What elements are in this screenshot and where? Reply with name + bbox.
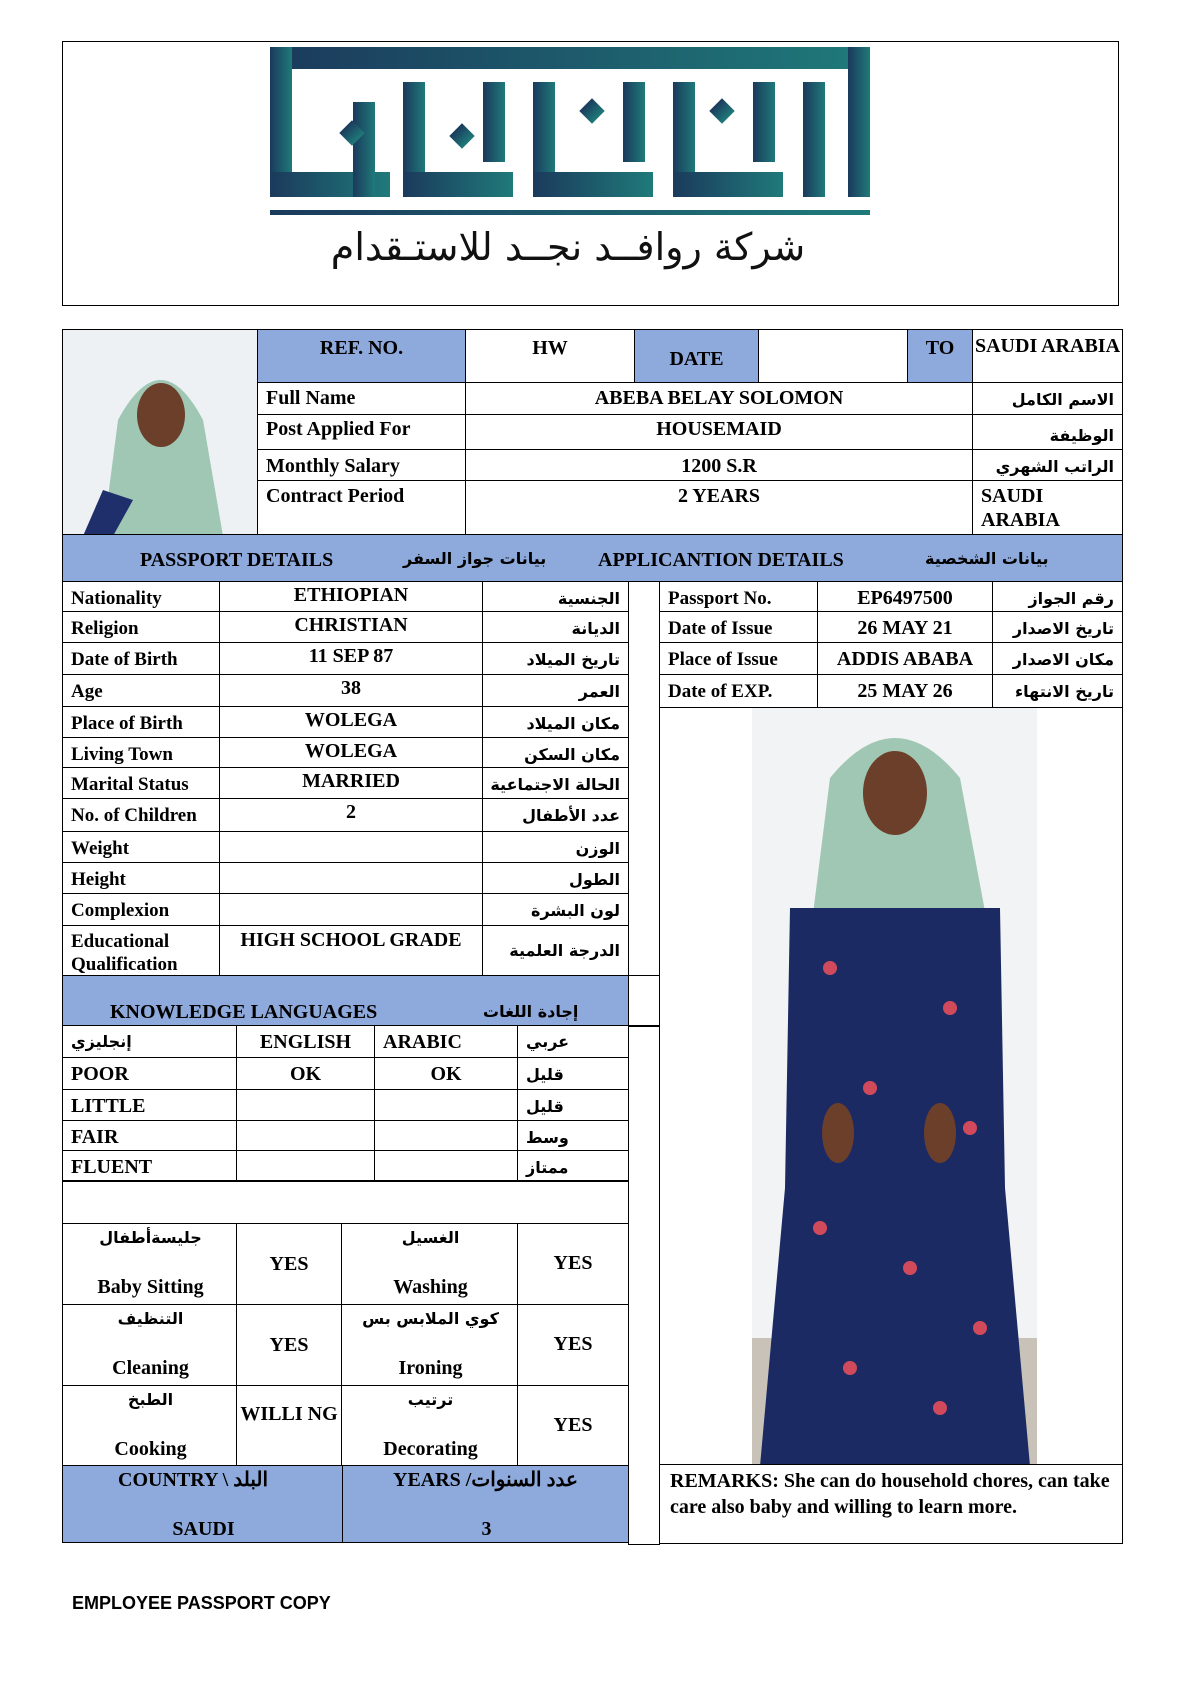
skill2-en-0: Washing — [393, 1276, 468, 1298]
date-value — [758, 329, 908, 383]
ref-no-value: HW — [465, 329, 635, 383]
personal-ar-5: مكان السكن — [482, 737, 629, 768]
skill2-en-2: Decorating — [383, 1438, 478, 1460]
passport-ar-0: رقم الجواز — [992, 581, 1123, 612]
years-value: 3 — [481, 1518, 492, 1540]
personal-ar-3: العمر — [482, 674, 629, 707]
personal-value-1: CHRISTIAN — [219, 611, 483, 643]
remarks-box — [659, 1464, 1123, 1544]
personal-label-3: Age — [62, 674, 220, 707]
post-label: Post Applied For — [257, 414, 466, 450]
personal-value-9 — [219, 862, 483, 894]
personal-ar-10: لون البشرة — [482, 893, 629, 926]
details-section-header — [62, 534, 1123, 582]
personal-label-9: Height — [62, 862, 220, 894]
skill-cell-1 — [62, 1304, 237, 1386]
skill2-cell-2 — [341, 1385, 518, 1467]
languages-header — [62, 975, 629, 1026]
footer-caption: EMPLOYEE PASSPORT COPY — [72, 1593, 331, 1613]
skill2-en-1: Ironing — [398, 1357, 463, 1379]
languages-title-ar: إجادة اللغات — [483, 1002, 579, 1021]
headshot-image — [63, 330, 258, 535]
languages-side-spacer — [628, 975, 660, 1026]
skill-cell-0 — [62, 1223, 237, 1305]
to-value: SAUDI ARABIA — [972, 329, 1123, 383]
salary-ar: الراتب الشهري — [972, 449, 1123, 481]
personal-value-5: WOLEGA — [219, 737, 483, 768]
passport-label-0: Passport No. — [659, 581, 818, 612]
personal-value-10 — [219, 893, 483, 926]
skill-ar-2: الطبخ — [127, 1390, 174, 1409]
skill-en-0: Baby Sitting — [97, 1276, 204, 1298]
experience-country-cell — [62, 1465, 343, 1543]
skill-value-0: YES — [236, 1223, 342, 1305]
passport-ar-1: تاريخ الاصدار — [992, 611, 1123, 643]
skills-side-spacer — [628, 1026, 660, 1545]
full-body-image — [660, 708, 1123, 1465]
lang-english-2 — [236, 1120, 375, 1151]
personal-value-3: 38 — [219, 674, 483, 707]
country-label: COUNTRY \ البلد — [118, 1469, 269, 1491]
lang-arabic-3 — [374, 1150, 518, 1182]
skill2-cell-0 — [341, 1223, 518, 1305]
personal-value-2: 11 SEP 87 — [219, 642, 483, 675]
passport-ar-2: مكان الاصدار — [992, 642, 1123, 675]
personal-value-6: MARRIED — [219, 767, 483, 799]
personal-ar-1: الديانة — [482, 611, 629, 643]
passport-value-3: 25 MAY 26 — [817, 674, 993, 708]
personal-label-8: Weight — [62, 831, 220, 863]
skill-ar-0: جليسةأطفال — [99, 1228, 202, 1247]
country-value: SAUDI — [172, 1518, 235, 1540]
lang-english-1 — [236, 1089, 375, 1121]
date-label: DATE — [634, 329, 759, 383]
passport-details-title-ar: بيانات جواز السفر — [403, 549, 547, 568]
contract-label: Contract Period — [257, 480, 466, 535]
lang-head-english: ENGLISH — [236, 1025, 375, 1058]
lang-ar-2: وسط — [517, 1120, 629, 1151]
lang-arabic-2 — [374, 1120, 518, 1151]
logo-box — [62, 41, 1119, 306]
skill-ar-1: التنظيف — [117, 1309, 184, 1328]
personal-ar-9: الطول — [482, 862, 629, 894]
skill2-value-2: YES — [517, 1385, 629, 1467]
salary-value: 1200 S.R — [465, 449, 973, 481]
skill2-ar-1: كوي الملابس بس — [362, 1309, 499, 1328]
personal-ar-4: مكان الميلاد — [482, 706, 629, 738]
passport-value-1: 26 MAY 21 — [817, 611, 993, 643]
personal-ar-11: الدرجة العلمية — [482, 925, 629, 976]
skill-en-1: Cleaning — [112, 1357, 189, 1379]
application-details-title: APPLICANTION DETAILS — [598, 549, 844, 571]
personal-ar-7: عدد الأطفال — [482, 798, 629, 832]
personal-label-5: Living Town — [62, 737, 220, 768]
personal-ar-2: تاريخ الميلاد — [482, 642, 629, 675]
personal-label-11: Educational Qualification — [62, 925, 220, 976]
skill2-value-1: YES — [517, 1304, 629, 1386]
contract-value: 2 YEARS — [465, 480, 973, 535]
passport-ar-3: تاريخ الانتهاء — [992, 674, 1123, 708]
post-value: HOUSEMAID — [465, 414, 973, 450]
passport-label-3: Date of EXP. — [659, 674, 818, 708]
lang-level-0: POOR — [62, 1057, 237, 1090]
lang-ar-3: ممتاز — [517, 1150, 629, 1182]
skill2-cell-1 — [341, 1304, 518, 1386]
lang-arabic-1 — [374, 1089, 518, 1121]
personal-label-1: Religion — [62, 611, 220, 643]
company-name-arabic: شركة روافــد نجــد للاستـقدام — [330, 225, 806, 269]
full-name-ar: الاسم الكامل — [972, 382, 1123, 415]
lang-ar-0: قليل — [517, 1057, 629, 1090]
remarks-text: REMARKS: She can do household chores, can take care also baby and willing to learn more. — [670, 1470, 1110, 1518]
personal-label-10: Complexion — [62, 893, 220, 926]
personal-ar-8: الوزن — [482, 831, 629, 863]
personal-ar-6: الحالة الاجتماعية — [482, 767, 629, 799]
lang-head-arabic: ARABIC — [374, 1025, 518, 1058]
personal-ar-0: الجنسية — [482, 581, 629, 612]
skill-en-2: Cooking — [114, 1438, 187, 1460]
lang-level-3: FLUENT — [62, 1150, 237, 1182]
passport-label-1: Date of Issue — [659, 611, 818, 643]
contract-country: SAUDI ARABIA — [972, 480, 1123, 535]
personal-side-spacer — [628, 581, 660, 976]
experience-years-cell — [342, 1465, 629, 1543]
application-details-title-ar: بيانات الشخصية — [925, 549, 1049, 568]
personal-value-8 — [219, 831, 483, 863]
skill-value-2: WILLI NG — [236, 1385, 342, 1467]
personal-label-6: Marital Status — [62, 767, 220, 799]
personal-value-11: HIGH SCHOOL GRADE — [219, 925, 483, 976]
full-name-value: ABEBA BELAY SOLOMON — [465, 382, 973, 415]
lang-head-ar-left: إنجليزي — [62, 1025, 237, 1058]
years-label: YEARS /عدد السنوات — [393, 1469, 578, 1491]
lang-level-2: FAIR — [62, 1120, 237, 1151]
full-name-label: Full Name — [257, 382, 466, 415]
personal-value-4: WOLEGA — [219, 706, 483, 738]
post-ar: الوظيفة — [972, 414, 1123, 450]
to-label: TO — [907, 329, 973, 383]
personal-value-7: 2 — [219, 798, 483, 832]
languages-title: KNOWLEDGE LANGUAGES — [110, 1001, 378, 1023]
personal-label-0: Nationality — [62, 581, 220, 612]
personal-label-7: No. of Children — [62, 798, 220, 832]
lang-ar-1: قليل — [517, 1089, 629, 1121]
personal-value-0: ETHIOPIAN — [219, 581, 483, 612]
applicant-headshot — [62, 329, 258, 535]
skill2-value-0: YES — [517, 1223, 629, 1305]
lang-english-0: OK — [236, 1057, 375, 1090]
passport-value-2: ADDIS ABABA — [817, 642, 993, 675]
personal-label-4: Place of Birth — [62, 706, 220, 738]
personal-label-2: Date of Birth — [62, 642, 220, 675]
passport-label-2: Place of Issue — [659, 642, 818, 675]
passport-details-title: PASSPORT DETAILS — [140, 549, 334, 571]
skill-cell-2 — [62, 1385, 237, 1467]
salary-label: Monthly Salary — [257, 449, 466, 481]
skill-value-1: YES — [236, 1304, 342, 1386]
ref-no-label: REF. NO. — [257, 329, 466, 383]
skill2-ar-0: الغسيل — [401, 1228, 460, 1247]
lang-english-3 — [236, 1150, 375, 1182]
lang-head-ar-right: عربي — [517, 1025, 629, 1058]
skill2-ar-2: ترتيب — [407, 1390, 454, 1409]
applicant-full-photo — [659, 707, 1123, 1465]
lang-level-1: LITTLE — [62, 1089, 237, 1121]
languages-blank-row — [62, 1180, 629, 1224]
lang-arabic-0: OK — [374, 1057, 518, 1090]
passport-value-0: EP6497500 — [817, 581, 993, 612]
